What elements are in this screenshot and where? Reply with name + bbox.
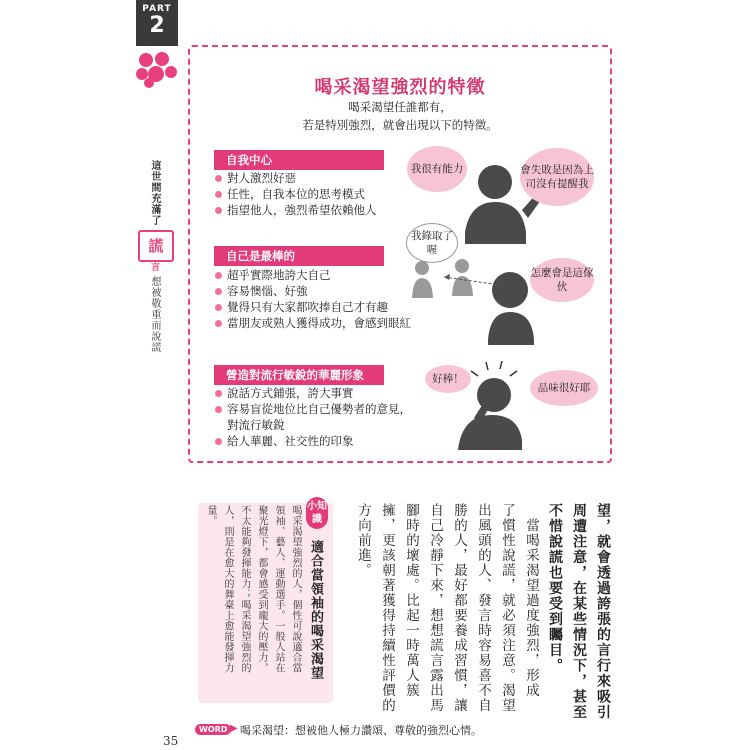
- knowledge-line: 人，則是在愈大的舞臺上愈能發揮力: [222, 505, 233, 673]
- article-column: 出風頭的人、發言時容易喜不自: [475, 503, 491, 713]
- person-body-icon: [458, 415, 522, 450]
- side-small-char: 言: [149, 262, 159, 272]
- list-item: 說話方式鋪張，誇大事實: [214, 385, 411, 401]
- knowledge-tag: 小知識: [306, 497, 328, 529]
- section-heading: 自己是最棒的: [214, 246, 384, 266]
- list-item: 容易懊惱、好強: [214, 283, 411, 299]
- person-body-icon: [488, 312, 534, 345]
- feature-box-subtitle: [188, 98, 612, 134]
- list-item: 當朋友或熟人獲得成功，會感到眼紅: [214, 315, 411, 331]
- speech-bubble: 我很有能力: [407, 146, 467, 192]
- article-column: 方向前進。: [355, 503, 371, 578]
- list-item: 對人激烈好惡: [214, 170, 377, 186]
- knowledge-line: 量。: [205, 505, 216, 526]
- part-tab: [136, 0, 178, 46]
- section-list: [214, 170, 377, 218]
- subtitle-line: 若是特別強烈，就會出現以下的特徵。: [302, 118, 498, 132]
- knowledge-line: 聚光燈下，都會感受到龐大的壓力，: [256, 505, 267, 673]
- list-item-continued: 對流行敏銳: [227, 418, 285, 432]
- speech-bubble: 怎麼會是這傢伙: [530, 258, 594, 302]
- article-column: 不惜說謊也要受到矚目。: [547, 503, 563, 674]
- article-column: 勝的人，最好都要養成習慣，讓: [451, 503, 467, 713]
- list-item: 覺得只有大家都吹捧自己才有趣: [214, 299, 411, 315]
- speech-bubble: 會失敗是因為上司沒有提醒我: [520, 148, 594, 206]
- speech-bubble: 好棒！: [425, 365, 471, 393]
- speech-bubble: 我錄取了喔: [406, 223, 458, 263]
- article-column: 當喝采渴望過度強烈，形成: [523, 503, 539, 698]
- article-column: 周遭注意，在某些情況下，甚至: [571, 503, 587, 720]
- knowledge-text: [202, 505, 304, 700]
- part-label: PART: [142, 4, 172, 14]
- word-tag: WORD: [195, 724, 231, 735]
- section-heading: 營造對流行敏銳的華麗形象: [214, 365, 384, 385]
- word-definition: 喝采渴望：想被他人極力讚頌、尊敬的強烈心情。: [240, 724, 482, 737]
- article-column: 擁，更該朝著獲得持續性評價的: [379, 503, 395, 713]
- section-list: [214, 385, 411, 449]
- section-list: [214, 267, 411, 331]
- side-badge: 謊: [138, 230, 174, 262]
- person-head-icon: [478, 165, 512, 199]
- list-item: 容易盲從地位比自己優勢者的意見，: [214, 401, 411, 417]
- list-item: 指望他人，強烈希望依賴他人: [214, 202, 377, 218]
- arrow-icon: ▶: [230, 723, 238, 734]
- list-item: 給人華麗、社交性的印象: [214, 433, 411, 449]
- article-column: 望，就會透過誇張的言行來吸引: [595, 503, 611, 720]
- feature-box-title: 喝采渴望強烈的特徵: [314, 77, 486, 98]
- person-head-icon: [492, 272, 528, 308]
- knowledge-line: 領袖、藝人、運動選手。一般人站在: [273, 505, 284, 673]
- part-number: 2: [149, 13, 165, 38]
- article-column: 了慣性說謊，就必須注意。渴望: [499, 503, 515, 713]
- section-heading: 自我中心: [214, 150, 384, 170]
- flower-icon: [134, 50, 180, 88]
- knowledge-line: 喝采渴望強烈的人，個性可說適合當: [290, 505, 301, 673]
- speech-bubble: 品味很好耶: [530, 370, 598, 406]
- person-body-icon: [465, 202, 526, 244]
- list-item: 超乎實際地誇大自己: [214, 267, 411, 283]
- list-item: 任性，自我本位的思考模式: [214, 186, 377, 202]
- side-title-bottom: 想被敬重而說謊: [149, 276, 160, 353]
- knowledge-line: 不太能夠發揮能力；喝采渴望強烈的: [239, 505, 250, 673]
- subtitle-line: 喝采渴望任誰都有，: [348, 100, 452, 114]
- knowledge-title: 適合當領袖的喝采渴望: [308, 540, 323, 680]
- side-title-top: 這世間充滿了: [149, 160, 160, 226]
- page-number: 35: [163, 734, 179, 748]
- article-column: 腳時的壞處。比起一時萬人簇: [403, 503, 419, 698]
- article-column: 自己冷靜下來，想想謊言露出馬: [427, 503, 443, 713]
